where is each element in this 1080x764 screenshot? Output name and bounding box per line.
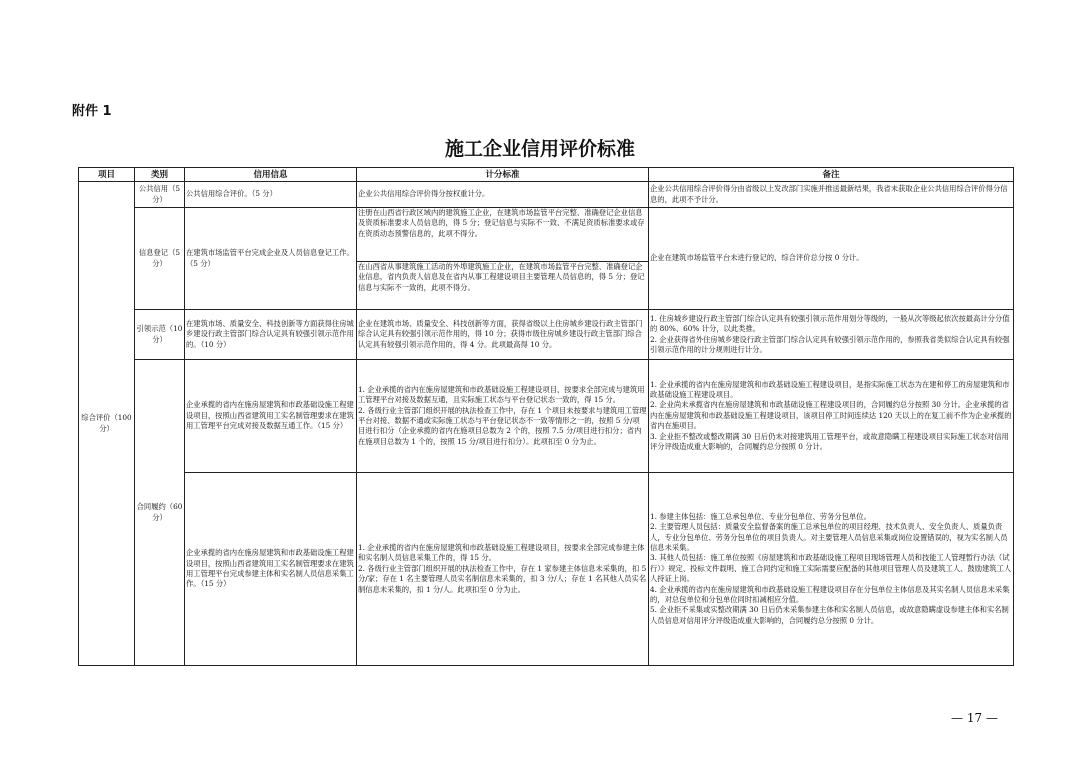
table-row	[79, 360, 1014, 473]
credit-info-cell: 在建筑市场、质量安全、科技创新等方面获得住房城乡建设行政主管部门综合认定具有较强引领示范作用的。（10 分）	[185, 310, 357, 360]
header-category: 类别	[135, 168, 185, 182]
scoring-standard-cell: 企业在建筑市场、质量安全、科技创新等方面，获得省级以上住房城乡建设行政主管部门综合认定具有较强引领示范作用的，得 10 分；获得市级住房城乡建设行政主管部门综合认定具有较强引领示范作用的，得 4 分。此项最高得 10 分。	[357, 310, 649, 360]
header-scoring-standard: 计分标准	[357, 168, 649, 182]
header-project: 项目	[79, 168, 135, 182]
category-cell: 信息登记（5 分）	[135, 208, 185, 310]
table-row	[79, 310, 1014, 360]
note-cell: 1. 参建主体包括：施工总承包单位、专业分包单位、劳务分包单位。 2. 主要管理人员包括：质量安全监督备案的施工总承包单位的项目经理、技术负责人、安全负责人、质量负责人，专业分包单位、劳务分包单位的项目负责人。对主要管理人员信息采集或岗位设置错误的，视为实名制人员信息未采集。 3. 其他人员包括：施工单位按照《房屋建筑和市政基础设施工程项目现场管理人员和技能工人管理暂行办法（试行）》规定、投标文件载明、施工合同约定和施工实际需要应配备的其他项目管理人员及建筑工人、鼓励建筑工人人持证上岗。 4. 企业承揽的省内在施房屋建筑和市政基础设施工程建设项目存在分包单位主体信息及其实名制人员信息未采集的，对总包单位和分包单位同时扣减相应分值。 5. 企业拒不采集或实整改期满 30 日后仍未采集参建主体和实名制人员信息，或故意隐瞒虚设参建主体和实名制人员信息对信用评分评级造成重大影响的，合同履约总分按照 0 分计。	[649, 473, 1014, 666]
credit-info-cell: 企业承揽的省内在施房屋建筑和市政基础设施工程建设项目，按照山西省建筑用工实名制管理要求在建筑用工管理平台完成参建主体和实名制人员信息采集工作。（15 分）	[185, 473, 357, 666]
credit-info-cell: 公共信用综合评价。（5 分）	[185, 182, 357, 208]
credit-info-cell: 在建筑市场监管平台完成企业及人员信息登记工作。（5 分）	[185, 208, 357, 310]
header-credit-info: 信用信息	[185, 168, 357, 182]
scoring-standard-cell: 1. 企业承揽的省内在施房屋建筑和市政基础设施工程建设项目，按要求全部完成参建主体和实名制人员信息采集工作的，得 15 分。 2. 各级行业主管部门组织开展的执法检查工作中，存在 1 家参建主体信息未采集的，扣 5 分/家；存在 1 名主要管理人员实名制信息未采集的，扣 3 分/人；存在 1 名其他人员实名制信息未采集的，扣 1 分/人。此项扣至 0 分为止。	[357, 473, 649, 666]
category-cell: 引领示范（10 分）	[135, 310, 185, 360]
scoring-standard-cell: 1. 企业承揽的省内在施房屋建筑和市政基础设施工程建设项目，按要求全部完成与建筑用工管理平台对接及数据互通，且实际施工状态与平台登记状态一致的，得 15 分。 2. 各级行业主管部门组织开展的执法检查工作中，存在 1 个项目未按要求与建筑用工管理平台对接、数据不通或实际施工状态与平台登记状态不一致等情形之一的，按照 5 分/项目进行扣分（企业承揽的省内在施项目总数为 2 个的，按照 7.5 分/项目进行扣分；省内在施项目总数为 1 个的，按照 15 分/项目进行扣分）。此项扣至 0 分为止。	[357, 360, 649, 473]
note-cell: 企业公共信用综合评价得分由省级以上发改部门实施并推送最新结果，我省未获取企业公共信用综合评价得分信息的，此项不予计分。	[649, 182, 1014, 208]
note-cell: 1. 住房城乡建设行政主管部门综合认定具有较强引领示范作用划分等级的，一般从次等级起依次按最高计分分值的 80%、60% 计分，以此类推。 2. 企业获得省外住房城乡建设行政主管部门综合认定具有较强引领示范作用的，参照我省类似综合认定具有较强引领示范作用的计分规则进行计分。	[649, 310, 1014, 360]
document-title: 施工企业信用评价标准	[444, 138, 635, 160]
credit-standard-table	[78, 167, 1014, 666]
credit-info-cell: 企业承揽的省内在施房屋建筑和市政基础设施工程建设项目，按照山西省建筑用工实名制管理要求在建筑用工管理平台完成对接及数据互通工作。（15 分）	[185, 360, 357, 473]
note-cell: 企业在建筑市场监管平台未进行登记的，综合评价总分按 0 分计。	[649, 208, 1014, 310]
page-number: — 17 —	[951, 711, 998, 725]
note-cell: 1. 企业承揽的省内在施房屋建筑和市政基础设施工程建设项目，是指实际施工状态为在建和停工的房屋建筑和市政基础设施工程建设项目。 2. 企业尚未承揽省内在施房屋建筑和市政基础设施工程建设项目的，合同履约总分按照 30 分计。企业承揽的省内在施房屋建筑和市政基础设施工程建设项目，该项目停工时间连续达 120 天以上的在复工前不作为企业承揽的省内在施项目。 3. 企业拒不整改或整改期满 30 日后仍未对接建筑用工管理平台，或故意隐瞒工程建设项目实际施工状态对信用评分评级造成重大影响的，合同履约总分按照 0 分计。	[649, 360, 1014, 473]
header-notes: 备注	[649, 168, 1014, 182]
scoring-standard-cell: 企业公共信用综合评价得分按权重计分。	[357, 182, 649, 208]
attachment-label: 附件 1	[72, 104, 112, 119]
project-cell: 综合评价（100 分）	[79, 182, 135, 666]
standard-local-enterprise: 注册在山西省行政区域内的建筑施工企业，在建筑市场监管平台完整、准确登记企业信息及资质标准要求人员信息的，得 5 分；登记信息与实际不一致、不满足资质标准要求或存在资质动态预警信息的，此项不得分。	[358, 208, 645, 238]
table-row	[79, 208, 1014, 310]
scoring-standard-cell	[357, 208, 649, 310]
category-cell: 合同履约（60 分）	[135, 360, 185, 666]
table-row	[79, 182, 1014, 208]
table-row	[79, 473, 1014, 666]
category-cell: 公共信用（5 分）	[135, 182, 185, 208]
standard-external-enterprise: 在山西省从事建筑施工活动的外埠建筑施工企业，在建筑市场监管平台完整、准确登记企业信息，省内负责人信息及在省内从事工程建设项目主要管理人员信息的，得 5 分；登记信息与实际不一致的，此项不得分。	[357, 261, 648, 293]
table-header-row	[79, 168, 1014, 182]
